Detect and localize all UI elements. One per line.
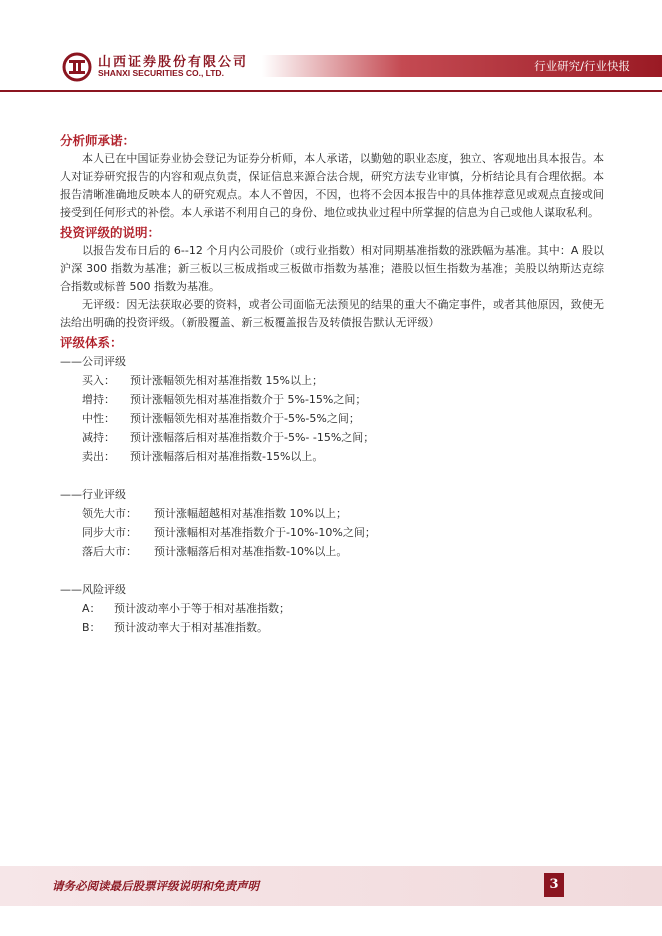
rating-label: A： (82, 602, 101, 615)
rating-desc: 预计涨幅落后相对基准指数介于-5%- -15%之间； (130, 431, 375, 444)
spacer (60, 561, 604, 579)
rating-row (60, 428, 604, 447)
rating-desc: 预计波动率小于等于相对基准指数； (114, 602, 290, 615)
page-number: 3 (544, 873, 564, 897)
shanxi-securities-logo-icon (62, 52, 92, 82)
rating-row (60, 618, 604, 637)
rating-desc: 预计涨幅超越相对基准指数 10%以上； (154, 507, 347, 520)
analyst-commitment-text: 本人已在中国证券业协会登记为证券分析师，本人承诺，以勤勉的职业态度，独立、客观地出具本报告。本人对证券研究报告的内容和观点负责，保证信息来源合法合规，研究方法专业审慎，分析结论具有合理依据。本报告清晰准确地反映本人的研究观点。本人不曾因，不因，也将不会因本报告中的具体推荐意见或观点直接或间接受到任何形式的补偿。本人承诺不利用自己的身份、地位或执业过程中所掌握的信息为自己或他人谋取私利。 (60, 152, 604, 219)
rating-desc: 预计波动率大于相对基准指数。 (114, 621, 268, 634)
industry-rating-title: ——行业评级 (60, 488, 126, 501)
rating-row (60, 371, 604, 390)
rating-label: 减持： (82, 431, 115, 444)
rating-desc: 预计涨幅落后相对基准指数-15%以上。 (130, 450, 324, 463)
rating-row (60, 599, 604, 618)
report-category: 行业研究/行业快报 (534, 59, 630, 73)
rating-row (60, 523, 604, 542)
rating-label: 领先大市： (82, 507, 137, 520)
rating-desc: 预计涨幅相对基准指数介于-10%-10%之间； (154, 526, 376, 539)
rating-desc: 预计涨幅落后相对基准指数-10%以上。 (154, 545, 348, 558)
rating-row (60, 542, 604, 561)
header-divider (0, 90, 662, 92)
no-rating-text: 无评级：因无法获取必要的资料，或者公司面临无法预见的结果的重大不确定事件，或者其他原因，致使无法给出明确的投资评级。（新股覆盖、新三板覆盖报告及转债报告默认无评级） (60, 298, 604, 329)
company-name-cn: 山西证券股份有限公司 (98, 55, 249, 70)
rating-row (60, 447, 604, 466)
rating-row (60, 504, 604, 523)
rating-desc: 预计涨幅领先相对基准指数介于 5%-15%之间； (130, 393, 367, 406)
risk-rating-group (60, 581, 604, 637)
risk-rating-title: ——风险评级 (60, 583, 126, 596)
rating-label: 落后大市： (82, 545, 137, 558)
company-name-en: SHANXI SECURITIES CO., LTD. (98, 68, 224, 78)
rating-description-text: 以报告发布日后的 6--12 个月内公司股价（或行业指数）相对同期基准指数的涨跌幅为基准。其中：A 股以沪深 300 指数为基准；新三板以三板成指或三板做市指数为基准；港股以恒生指数为基准；美股以纳斯达克综合指数或标普 500 指数为基准。 (60, 244, 604, 293)
page-header (0, 0, 662, 100)
spacer (60, 466, 604, 484)
rating-label: 中性： (82, 412, 115, 425)
company-rating-group (60, 353, 604, 466)
industry-rating-group (60, 486, 604, 561)
analyst-commitment-title: 分析师承诺： (60, 133, 136, 148)
rating-label: 增持： (82, 393, 115, 406)
rating-desc: 预计涨幅领先相对基准指数介于-5%-5%之间； (130, 412, 360, 425)
main-content (60, 132, 604, 637)
company-rating-title: ——公司评级 (60, 355, 126, 368)
rating-desc: 预计涨幅领先相对基准指数 15%以上； (130, 374, 323, 387)
footer-disclaimer: 请务必阅读最后股票评级说明和免责声明 (52, 879, 259, 893)
rating-row (60, 409, 604, 428)
rating-label: 同步大市： (82, 526, 137, 539)
rating-description-title: 投资评级的说明： (60, 225, 161, 240)
rating-row (60, 390, 604, 409)
rating-label: B： (82, 621, 101, 634)
rating-label: 卖出： (82, 450, 115, 463)
rating-label: 买入： (82, 374, 115, 387)
rating-system-title: 评级体系： (60, 335, 123, 350)
